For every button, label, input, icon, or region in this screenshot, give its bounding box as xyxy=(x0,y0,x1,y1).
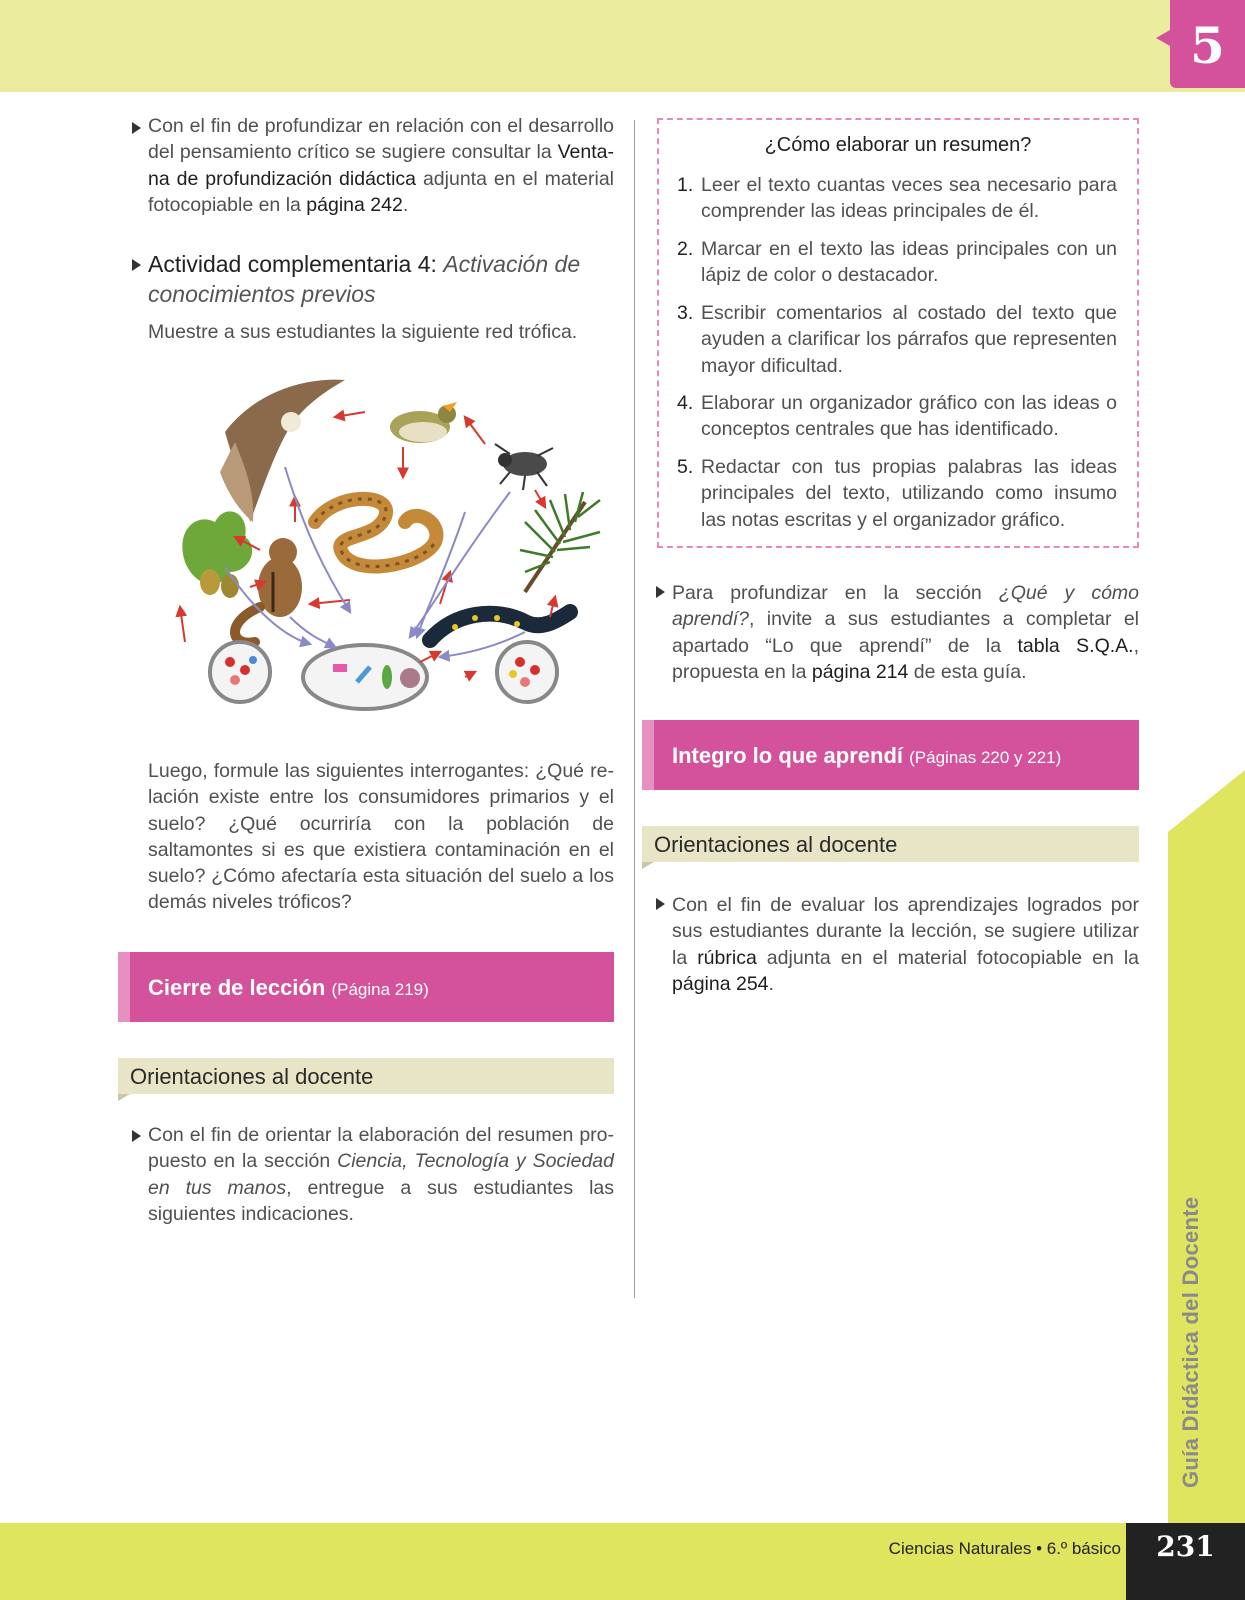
food-web-illustration xyxy=(165,372,615,732)
paragraph-resumen: Con el fin de orientar la elaboración del resumen propuesto en la sección Ciencia, Tecnología y Sociedad en tus manos, entregue a sus estudiantes las siguientes indicaciones. xyxy=(148,1124,614,1225)
bullet-marker xyxy=(656,586,665,598)
chapter-number: 5 xyxy=(1170,0,1245,88)
chapter-tab-notch xyxy=(1156,30,1170,46)
section-bar-label: Cierre de lección (Página 219) xyxy=(148,975,429,1000)
summary-steps-box xyxy=(657,118,1139,548)
summary-box-title: ¿Cómo elaborar un resumen? xyxy=(764,134,1032,156)
bullet-marker xyxy=(132,259,141,271)
summary-step: 1. Leer el texto cuantas veces sea necesario para comprender las ideas principales de él. xyxy=(677,174,1117,223)
hawk-icon xyxy=(220,380,345,522)
snake-icon xyxy=(315,499,436,567)
footer-subject: Ciencias Naturales • 6.º básico xyxy=(888,1539,1121,1558)
heading-tab xyxy=(118,1094,130,1101)
summary-step: 2. Marcar en el texto las ideas principales con un lápiz de color o destacador. xyxy=(677,238,1117,287)
orientaciones-heading: Orientaciones al docente xyxy=(118,1058,614,1094)
summary-step: 5. Redactar con tus propias palabras las ideas principales del texto, utilizando como insumo las notas escritas y el organizador gráfico. xyxy=(677,456,1117,531)
section-bar-stripe xyxy=(118,952,130,1022)
section-bar-stripe xyxy=(642,720,654,790)
bird-icon xyxy=(390,402,457,443)
soil-dish-icon xyxy=(303,645,427,709)
paragraph-profundizacion: Con el fin de profundizar en relación con el desarrollo del pensamiento crítico se sugiere consultar la Ventana de profundización didáctica adjunta en el material fotocopiable en la página 242. xyxy=(148,115,614,216)
bullet-marker xyxy=(132,1130,141,1142)
activity-instruction: Muestre a sus estudiantes la siguiente red trófica. xyxy=(148,321,578,343)
section-bar-label: Integro lo que aprendí (Páginas 220 y 221) xyxy=(672,743,1062,768)
section-bar-integro xyxy=(642,720,1139,790)
salamander-icon xyxy=(430,612,570,640)
bullet-marker xyxy=(656,898,665,910)
summary-step: 4. Elaborar un organizador gráfico con las ideas o conceptos centrales que has identificado. xyxy=(677,392,1117,441)
orientaciones-heading: Orientaciones al docente xyxy=(642,826,1139,862)
column-divider xyxy=(634,120,635,1298)
paragraph-questions: Luego, formule las siguientes interrogantes: ¿Qué relación existe entre los consumidores primarios y el suelo? ¿Qué ocurriría con la población de saltamontes si es que existiera contaminación en el suelo? ¿Cómo afectaría esta situación del suelo a los demás niveles tróficos? xyxy=(148,760,614,914)
top-band xyxy=(0,0,1245,92)
page-number: 231 xyxy=(1126,1523,1245,1600)
microorganism-dish-icon xyxy=(210,642,270,702)
oak-leaves-icon xyxy=(182,511,252,598)
activity-title: Actividad complementaria 4: Activación de conocimientos previos xyxy=(148,251,581,307)
paragraph-rubrica: Con el fin de evaluar los aprendizajes logrados por sus estudiantes durante la lección, se sugiere utilizar la rúbrica adjunta en el material fotocopiable en la página 254. xyxy=(672,894,1139,995)
side-label: Guía Didáctica del Docente xyxy=(1178,1196,1203,1488)
bullet-marker xyxy=(132,122,141,134)
beetle-icon xyxy=(495,444,553,490)
pine-branch-icon xyxy=(520,492,600,592)
microorganism-dish-icon xyxy=(497,642,557,702)
paragraph-sqa: Para profundizar en la sección ¿Qué y cómo aprendí?, invite a sus estudiantes a completar el apartado “Lo que aprendí” de la tabla S.Q.A., propuesta en la página 214 de esta guía. xyxy=(672,582,1140,683)
heading-tab xyxy=(642,862,654,869)
section-bar-cierre xyxy=(118,952,614,1022)
summary-step: 3. Escribir comentarios al costado del texto que ayuden a clarificar los párrafos que representen mayor dificultad. xyxy=(677,302,1117,377)
